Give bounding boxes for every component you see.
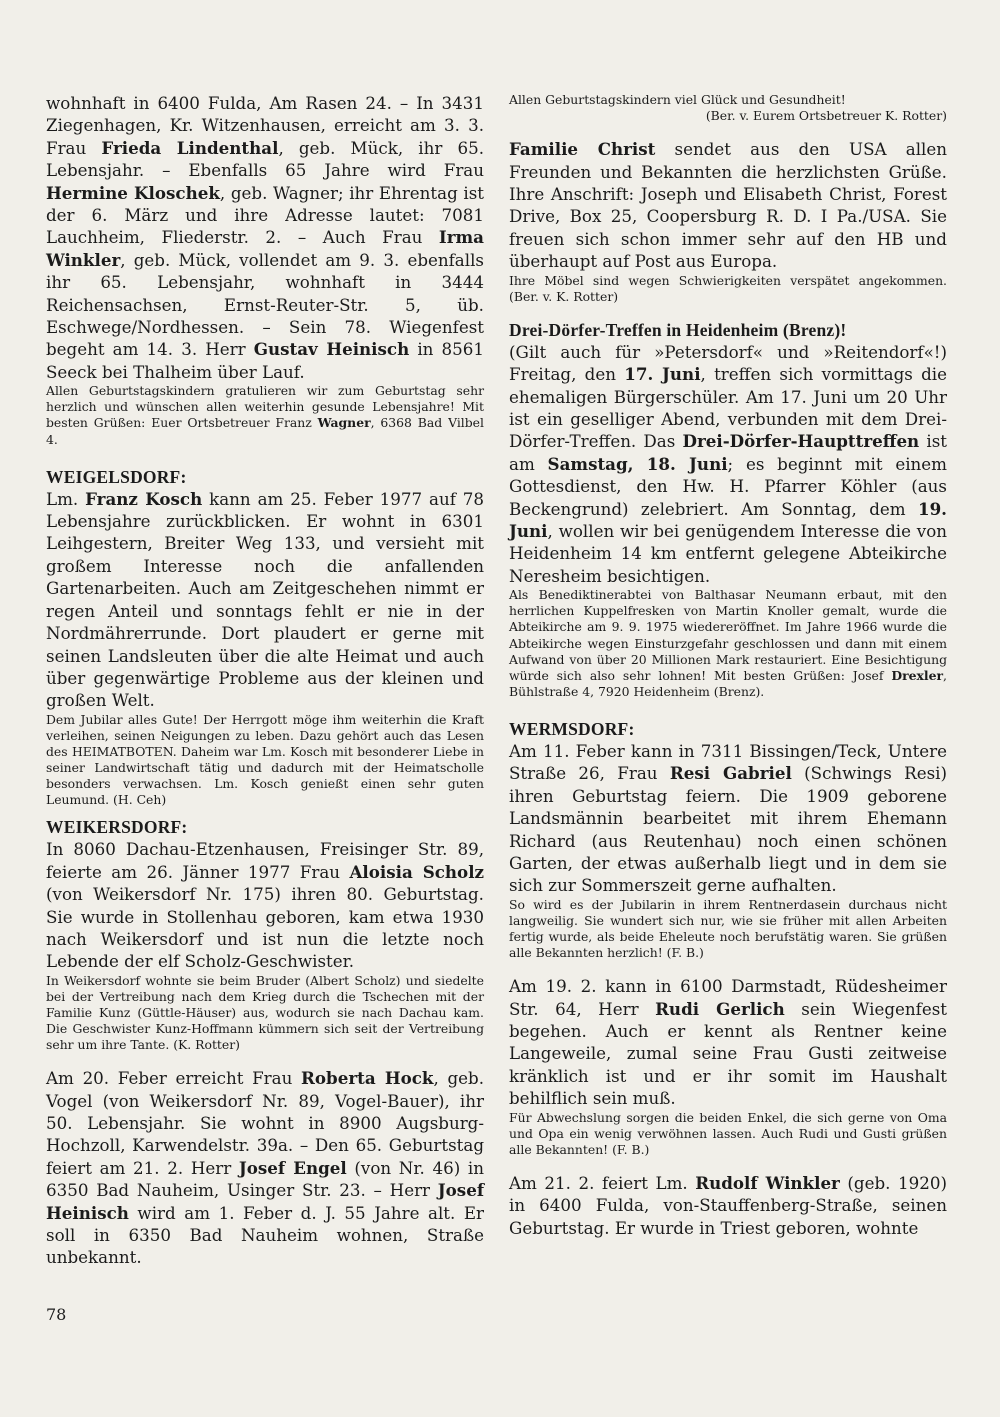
emphasis-name: Hermine Kloschek bbox=[46, 182, 220, 203]
emphasis-name: Josef Heinisch bbox=[46, 1180, 484, 1223]
emphasis-name: Wagner bbox=[317, 415, 371, 431]
treffen-note: Als Benediktinerabtei von Balthasar Neumann erbaut, mit den herrlichen Kuppelfresken von Martin Knoller gemalt, wurde die Abteikirche am 9. 9. 1975 wiedereröffnet. Im Jahre 1966 wurde die Abteikirche wegen Einsturzgefahr geschlossen und dann mit einem Aufwand von über 20 Millionen Mark restauriert. Eine Besichtigung würde sich also sehr lohnen! Mit besten Grüßen: Josef Drexler, Bühlstraße 4, 7920 Heidenheim (Brenz). bbox=[509, 587, 947, 699]
emphasis-name: Samstag, 18. Juni bbox=[547, 453, 728, 474]
winkler-paragraph: Am 21. 2. feiert Lm. Rudolf Winkler (geb. 1920) in 6400 Fulda, von-Stauffenberg-Straße, seinen Geburtstag. Er wurde in Triest geboren, wohnte bbox=[509, 1172, 947, 1238]
emphasis-name: 17. Juni bbox=[624, 364, 701, 385]
treffen-heading: Drei-Dörfer-Treffen in Heidenheim (Brenz)! bbox=[509, 319, 847, 340]
emphasis-name: Rudi Gerlich bbox=[655, 998, 785, 1019]
emphasis-name: Irma Winkler bbox=[46, 227, 484, 270]
emphasis-name: Franz Kosch bbox=[85, 488, 203, 509]
gerlich-note: Für Abwechslung sorgen die beiden Enkel, die sich gerne von Oma und Opa ein wenig verwöhnen lassen. Auch Rudi und Gusti grüßen alle Bekannten! (F. B.) bbox=[509, 1109, 947, 1157]
emphasis-name: Familie Christ bbox=[509, 139, 656, 160]
weigelsdorf-heading: WEIGELSDORF: bbox=[46, 466, 187, 487]
emphasis-name: Frieda Lindenthal bbox=[101, 137, 279, 158]
emphasis-name: Resi Gabriel bbox=[669, 763, 792, 784]
weigelsdorf-paragraph: Lm. Franz Kosch kann am 25. Feber 1977 auf 78 Lebensjahre zurückblicken. Er wohnt in 6301 Leihgestern, Breiter Weg 133, und versieht mit großem Interesse noch die anfallenden Gartenarbeiten. Auch am Zeitgeschehen nimmt er regen Anteil und sonntags fehlt er nie in der Nordmährerrunde. Dort plaudert er gerne mit seinen Landsleuten über die alte Heimat und auch über gegenwärtige Probleme aus der kleinen und großen Welt. bbox=[46, 488, 484, 711]
emphasis-name: Aloisia Scholz bbox=[349, 861, 485, 882]
emphasis-name: Drei-Dörfer-Haupttreffen bbox=[682, 431, 920, 452]
hock-paragraph: Am 20. Feber erreicht Frau Roberta Hock, geb. Vogel (von Weikersdorf Nr. 89, Vogel-Bauer), ihr 50. Lebensjahr. Sie wohnt in 8900 Augsburg-Hochzoll, Karwendelstr. 39a. – Den 65. Geburtstag feiert am 21. 2. Herr Josef Engel (von Nr. 46) in 6350 Bad Nauheim, Usinger Str. 23. – Herr Josef Heinisch wird am 1. Feber d. J. 55 Jahre alt. Er soll in 6350 Bad Nauheim wohnen, Straße unbekannt. bbox=[46, 1068, 485, 1268]
top-note-signature: (Ber. v. Eurem Ortsbetreuer K. Rotter) bbox=[705, 108, 947, 124]
weikersdorf-paragraph: In 8060 Dachau-Etzenhausen, Freisinger Str. 89, feierte am 26. Jänner 1977 Frau Aloisia Scholz (von Weikersdorf Nr. 175) ihren 80. Geburtstag. Sie wurde in Stollenhau geboren, kam etwa 1930 nach Weikersdorf und ist nun die letzte noch Lebende der elf Scholz-Geschwister. bbox=[46, 839, 485, 972]
intro-note: Allen Geburtstagskindern gratulieren wir zum Geburtstag sehr herzlich und wünschen allen weiterhin gesunde Lebensjahre! Mit besten Grüßen: Euer Ortsbetreuer Franz Wagner, 6368 Bad Vilbel 4. bbox=[46, 383, 484, 447]
emphasis-name: Drexler bbox=[891, 667, 944, 683]
emphasis-name: Roberta Hock bbox=[301, 1068, 434, 1089]
wermsdorf-note: So wird es der Jubilarin in ihrem Rentnerdasein durchaus nicht langweilig. Sie wundert sich nur, wie sie früher mit allen Arbeiten fertig wurde, als beide Eheleute noch berufstätig waren. Sie grüßen alle Bekannten herzlich! (F. B.) bbox=[509, 896, 947, 961]
emphasis-name: Rudolf Winkler bbox=[695, 1172, 840, 1193]
intro-paragraph: wohnhaft in 6400 Fulda, Am Rasen 24. – In 3431 Ziegenhagen, Kr. Witzenhausen, erreicht am 3. 3. Frau Frieda Lindenthal, geb. Mück, ihr 65. Lebensjahr. – Ebenfalls 65 Jahre wird Frau Hermine Kloschek, geb. Wagner; ihr Ehrentag ist der 6. März und ihre Adresse lautet: 7081 Lauchheim, Fliederstr. 2. – Auch Frau Irma Winkler, geb. Mück, vollendet am 9. 3. ebenfalls ihr 65. Lebensjahr, wohnhaft in 3444 Reichensachsen, Ernst-Reuter-Str. 5, üb. Eschwege/Nordhessen. – Sein 78. Wiegenfest begeht am 14. 3. Herr Gustav Heinisch in 8561 Seeck bei Thalheim über Lauf. bbox=[46, 93, 485, 382]
right-column bbox=[509, 92, 947, 1239]
christ-paragraph: Familie Christ sendet aus den USA allen Freunden und Bekannten die herzlichsten Grüße. Ihre Anschrift: Joseph und Elisabeth Christ, Forest Drive, Box 25, Coopersburg R. D. I Pa./USA. Sie freuen sich schon immer sehr auf den HB und überhaupt auf Post aus Europa. bbox=[509, 139, 947, 272]
wermsdorf-paragraph: Am 11. Feber kann in 7311 Bissingen/Teck, Untere Straße 26, Frau Resi Gabriel (Schwings Resi) ihren Geburtstag feiern. Die 1909 geborene Landsmännin bearbeitet mit ihrem Ehemann Richard (aus Reutenhau) noch einen schönen Garten, der etwas außerhalb liegt und in dem sie sich zur Sommerszeit gerne aufhalten. bbox=[509, 740, 947, 896]
left-column bbox=[46, 92, 484, 1269]
emphasis-name: Gustav Heinisch bbox=[253, 339, 410, 360]
page-number: 78 bbox=[46, 1305, 67, 1324]
weikersdorf-heading: WEIKERSDORF: bbox=[46, 817, 188, 838]
gerlich-paragraph: Am 19. 2. kann in 6100 Darmstadt, Rüdesheimer Str. 64, Herr Rudi Gerlich sein Wiegenfest begehen. Auch er kennt als Rentner keine Langeweile, zumal seine Frau Gusti zeitweise kränklich ist und er ihr somit im Haushalt behilflich sein muß. bbox=[509, 976, 947, 1109]
wermsdorf-heading: WERMSDORF: bbox=[509, 718, 635, 739]
weigelsdorf-note: Dem Jubilar alles Gute! Der Herrgott möge ihm weiterhin die Kraft verleihen, seinen Neigungen zu leben. Dazu gehört auch das Lesen des HEIMATBOTEN. Daheim war Lm. Kosch mit besonderer Liebe in seiner Landwirtschaft tätig und dadurch mit der Heimatscholle besonders verwachsen. Lm. Kosch genießt einen sehr guten Leumund. (H. Ceh) bbox=[46, 711, 484, 808]
emphasis-name: 19. Juni bbox=[509, 498, 947, 542]
weikersdorf-note: In Weikersdorf wohnte sie beim Bruder (Albert Scholz) und siedelte bei der Vertreibung nach dem Krieg durch die Tschechen mit der Familie Kunz (Güttle-Häuser) aus, wodurch sie nach Dachau kam. Die Geschwister Kunz-Hoffmann kümmern sich seit der Vertreibung sehr um ihre Tante. (K. Rotter) bbox=[46, 972, 484, 1053]
top-note: Allen Geburtstagskindern viel Glück und Gesundheit! bbox=[509, 92, 846, 107]
treffen-paragraph: (Gilt auch für »Petersdorf« und »Reitendorf«!) Freitag, den 17. Juni, treffen sich vormittags die ehemaligen Bürgerschüler. Am 17. Juni um 20 Uhr ist ein geselliger Abend, verbunden mit dem Drei-Dörfer-Treffen. Das Drei-Dörfer-Haupttreffen ist am Samstag, 18. Juni; es beginnt mit einem Gottesdienst, den Hw. H. Pfarrer Köhler (aus Beckengrund) zelebriert. Am Sonntag, dem 19. Juni, wollen wir bei genügendem Interesse die von Heidenheim 14 km entfernt gelegene Abteikirche Neresheim besichtigen. bbox=[509, 341, 948, 586]
emphasis-name: Josef Engel bbox=[238, 1157, 347, 1178]
christ-note: Ihre Möbel sind wegen Schwierigkeiten verspätet angekommen. (Ber. v. K. Rotter) bbox=[509, 272, 947, 304]
